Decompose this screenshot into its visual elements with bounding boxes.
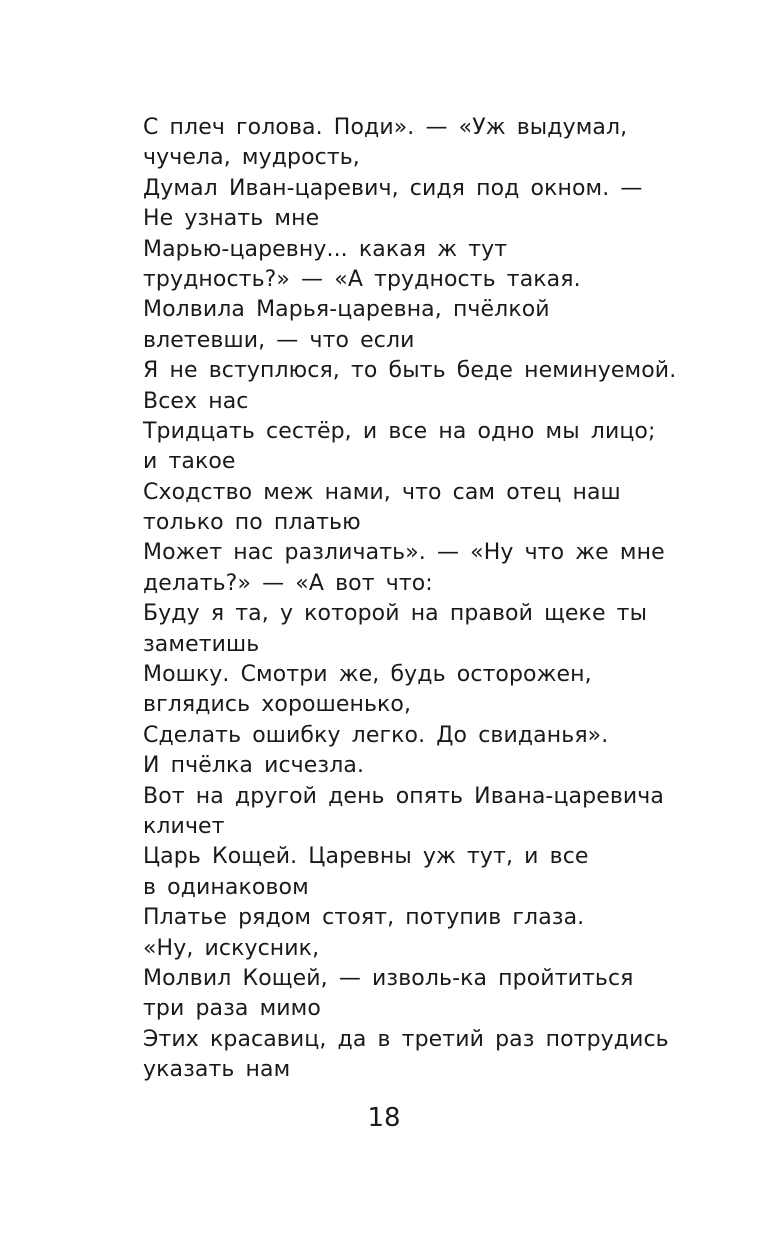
text-line: и такое [143,449,236,475]
text-line: Царь Кощей. Царевны уж тут, и все [143,844,589,870]
text-line: трудность?» — «А трудность такая. [143,266,581,292]
text-line: вглядись хорошенько, [143,692,412,718]
text-line: Молвил Кощей, — изволь-ка пройтиться [143,965,634,991]
text-line: Может нас различать». — «Ну что же мне [143,540,665,566]
text-line: чучела, мудрость, [143,145,360,171]
text-line: Буду я та, у которой на правой щеке ты [143,601,648,627]
page-number: 18 [367,1103,401,1133]
text-line: Сделать ошибку легко. До свиданья». [143,722,609,748]
text-line: в одинаковом [143,874,309,900]
text-line: три раза мимо [143,996,321,1022]
poem-text [143,113,703,1086]
text-line: Марью-царевну... какая ж тут [143,236,508,262]
text-line: заметишь [143,631,260,657]
text-line: «Ну, искусник, [143,935,320,961]
text-line: Всех нас [143,388,249,414]
text-line: С плеч голова. Поди». — «Уж выдумал, [143,115,628,140]
text-line: кличет [143,813,225,839]
text-line: Платье рядом стоят, потупив глаза. [143,905,585,931]
text-line: указать нам [143,1057,291,1083]
text-line: Этих красавиц, да в третий раз потрудись [143,1026,669,1052]
text-line: И пчёлка исчезла. [143,753,365,779]
text-line: Думал Иван-царевич, сидя под окном. — [143,175,643,201]
text-line: только по платью [143,510,361,536]
text-line: Я не вступлюся, то быть беде неминуемой. [143,358,677,384]
text-line: Мошку. Смотри же, будь осторожен, [143,662,592,688]
text-line: делать?» — «А вот что: [143,570,433,596]
text-line: Вот на другой день опять Ивана-царевича [143,783,664,809]
text-line: Молвила Марья-царевна, пчёлкой [143,297,550,323]
text-line: Не узнать мне [143,206,320,232]
text-line: Тридцать сестёр, и все на одно мы лицо; [143,418,656,444]
text-line: Сходство меж нами, что сам отец наш [143,479,621,505]
text-line: влетевши, — что если [143,327,415,353]
